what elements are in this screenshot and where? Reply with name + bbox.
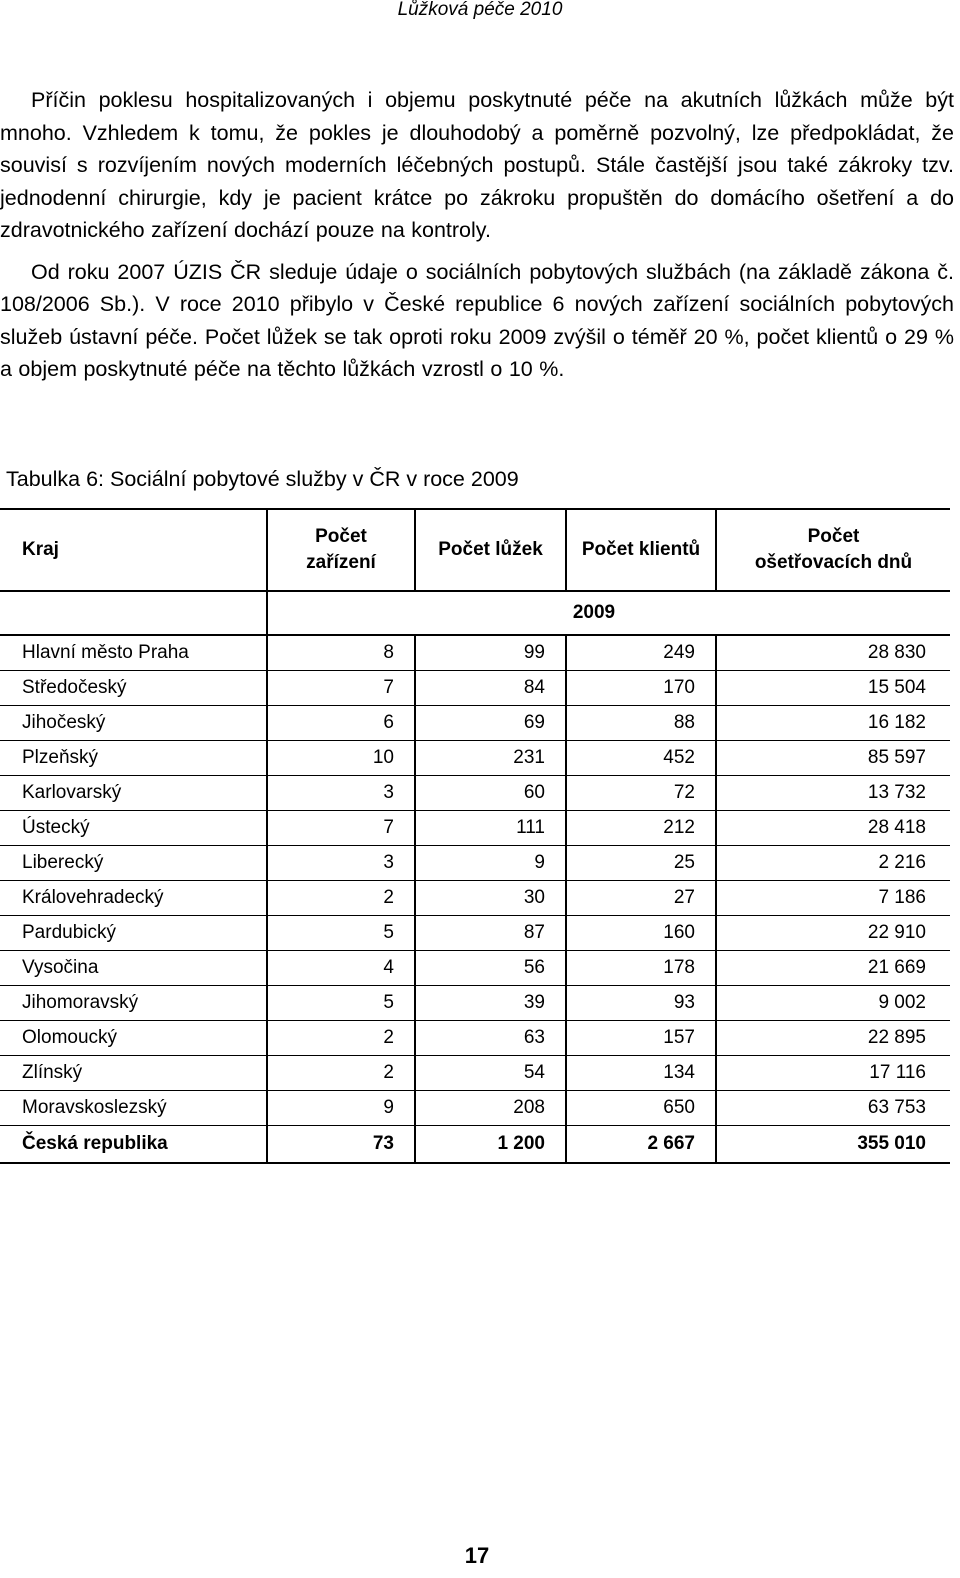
cell-pocet-osetrovacich-dnu: 85 597: [716, 741, 950, 776]
table-row: [0, 811, 950, 846]
header-zarizeni-line1: Počet: [315, 526, 367, 547]
cell-pocet-klientu: 25: [566, 846, 716, 881]
cell-kraj: Olomoucký: [0, 1021, 267, 1056]
cell-pocet-osetrovacich-dnu: 17 116: [716, 1056, 950, 1091]
running-header: Lůžková péče 2010: [397, 0, 563, 20]
cell-kraj: Pardubický: [0, 916, 267, 951]
cell-pocet-luzek: 56: [415, 951, 566, 986]
cell-pocet-osetrovacich-dnu: 28 830: [716, 635, 950, 671]
header-pocet-osetrovacich-dnu: [716, 509, 950, 591]
cell-pocet-zarizeni: 3: [267, 846, 415, 881]
cell-pocet-zarizeni: 9: [267, 1091, 415, 1126]
cell-pocet-osetrovacich-dnu: 15 504: [716, 671, 950, 706]
header-kraj: Kraj: [0, 509, 267, 591]
cell-pocet-osetrovacich-dnu: 355 010: [716, 1126, 950, 1164]
cell-pocet-zarizeni: 7: [267, 811, 415, 846]
cell-pocet-zarizeni: 5: [267, 916, 415, 951]
cell-pocet-luzek: 69: [415, 706, 566, 741]
header-dnu-line1: Počet: [807, 526, 860, 547]
cell-pocet-luzek: 30: [415, 881, 566, 916]
cell-kraj: Karlovarský: [0, 776, 267, 811]
table-row: [0, 846, 950, 881]
year-row-blank: [0, 591, 267, 635]
table-row: [0, 706, 950, 741]
cell-kraj: Zlínský: [0, 1056, 267, 1091]
page-number: 17: [464, 1543, 490, 1568]
table-row: [0, 951, 950, 986]
cell-pocet-osetrovacich-dnu: 21 669: [716, 951, 950, 986]
cell-pocet-zarizeni: 2: [267, 1056, 415, 1091]
cell-kraj: Ústecký: [0, 811, 267, 846]
cell-pocet-zarizeni: 2: [267, 881, 415, 916]
cell-pocet-zarizeni: 7: [267, 671, 415, 706]
cell-pocet-luzek: 84: [415, 671, 566, 706]
cell-kraj: Jihočeský: [0, 706, 267, 741]
cell-kraj: Vysočina: [0, 951, 267, 986]
header-pocet-zarizeni: [267, 509, 415, 591]
cell-kraj: Plzeňský: [0, 741, 267, 776]
cell-kraj: Královehradecký: [0, 881, 267, 916]
table-row: [0, 1056, 950, 1091]
cell-pocet-osetrovacich-dnu: 9 002: [716, 986, 950, 1021]
table-year-row: [0, 591, 950, 635]
cell-pocet-klientu: 27: [566, 881, 716, 916]
cell-pocet-luzek: 208: [415, 1091, 566, 1126]
cell-pocet-klientu: 160: [566, 916, 716, 951]
table-row: [0, 671, 950, 706]
cell-pocet-luzek: 60: [415, 776, 566, 811]
cell-pocet-osetrovacich-dnu: 13 732: [716, 776, 950, 811]
table-row: [0, 1091, 950, 1126]
cell-kraj: Liberecký: [0, 846, 267, 881]
cell-pocet-zarizeni: 3: [267, 776, 415, 811]
cell-pocet-zarizeni: 6: [267, 706, 415, 741]
cell-pocet-zarizeni: 73: [267, 1126, 415, 1164]
year-label: 2009: [267, 591, 950, 635]
cell-pocet-osetrovacich-dnu: 7 186: [716, 881, 950, 916]
cell-pocet-zarizeni: 4: [267, 951, 415, 986]
cell-pocet-luzek: 111: [415, 811, 566, 846]
table-header-row: [0, 509, 950, 591]
cell-pocet-osetrovacich-dnu: 22 910: [716, 916, 950, 951]
cell-pocet-klientu: 249: [566, 635, 716, 671]
cell-pocet-klientu: 452: [566, 741, 716, 776]
cell-kraj: Česká republika: [0, 1126, 267, 1164]
cell-pocet-klientu: 88: [566, 706, 716, 741]
social-services-table: [0, 508, 950, 1164]
table-total-row: [0, 1126, 950, 1164]
cell-pocet-klientu: 72: [566, 776, 716, 811]
cell-pocet-osetrovacich-dnu: 2 216: [716, 846, 950, 881]
cell-pocet-luzek: 54: [415, 1056, 566, 1091]
cell-pocet-klientu: 134: [566, 1056, 716, 1091]
body-text: [0, 84, 954, 386]
table-row: [0, 986, 950, 1021]
cell-pocet-luzek: 231: [415, 741, 566, 776]
cell-pocet-zarizeni: 5: [267, 986, 415, 1021]
cell-pocet-osetrovacich-dnu: 63 753: [716, 1091, 950, 1126]
paragraph-hospitalization-decline: Příčin poklesu hospitalizovaných i objemu poskytnuté péče na akutních lůžkách může být mnoho. Vzhledem k tomu, že pokles je dlouhodobý a poměrně pozvolný, lze předpokládat, že souvisí s rozvíjením nových moderních léčebných postupů. Stále častější jsou také zákroky tzv. jednodenní chirurgie, kdy je pacient krátce po zákroku propuštěn do domácího ošetření a do zdravotnického zařízení dochází pouze na kontroly.: [0, 88, 954, 242]
table-caption: Tabulka 6: Sociální pobytové služby v ČR v roce 2009: [6, 467, 519, 491]
cell-pocet-zarizeni: 10: [267, 741, 415, 776]
cell-kraj: Moravskoslezský: [0, 1091, 267, 1126]
header-dnu-line2: ošetřovacích dnů: [754, 552, 913, 573]
cell-pocet-klientu: 157: [566, 1021, 716, 1056]
cell-pocet-klientu: 93: [566, 986, 716, 1021]
cell-pocet-luzek: 1 200: [415, 1126, 566, 1164]
cell-pocet-zarizeni: 8: [267, 635, 415, 671]
cell-pocet-luzek: 87: [415, 916, 566, 951]
header-pocet-luzek: Počet lůžek: [415, 509, 566, 591]
cell-pocet-luzek: 9: [415, 846, 566, 881]
header-pocet-klientu: Počet klientů: [566, 509, 716, 591]
cell-pocet-klientu: 212: [566, 811, 716, 846]
paragraph-social-services: Od roku 2007 ÚZIS ČR sleduje údaje o sociálních pobytových službách (na základě zákona č. 108/2006 Sb.). V roce 2010 přibylo v České republice 6 nových zařízení sociálních pobytových služeb ústavní péče. Počet lůžek se tak oproti roku 2009 zvýšil o téměř 20 %, počet klientů o 29 % a objem poskytnuté péče na těchto lůžkách vzrostl o 10 %.: [0, 259, 954, 381]
cell-pocet-luzek: 39: [415, 986, 566, 1021]
cell-pocet-osetrovacich-dnu: 16 182: [716, 706, 950, 741]
cell-pocet-luzek: 63: [415, 1021, 566, 1056]
cell-pocet-klientu: 2 667: [566, 1126, 716, 1164]
table-row: [0, 881, 950, 916]
cell-pocet-osetrovacich-dnu: 22 895: [716, 1021, 950, 1056]
cell-pocet-zarizeni: 2: [267, 1021, 415, 1056]
table-row: [0, 916, 950, 951]
table-row: [0, 1021, 950, 1056]
cell-kraj: Jihomoravský: [0, 986, 267, 1021]
cell-pocet-klientu: 650: [566, 1091, 716, 1126]
cell-pocet-luzek: 99: [415, 635, 566, 671]
table-row: [0, 776, 950, 811]
table-row: [0, 635, 950, 671]
cell-pocet-klientu: 178: [566, 951, 716, 986]
table-row: [0, 741, 950, 776]
cell-kraj: Hlavní město Praha: [0, 635, 267, 671]
cell-pocet-klientu: 170: [566, 671, 716, 706]
cell-pocet-osetrovacich-dnu: 28 418: [716, 811, 950, 846]
header-zarizeni-line2: zařízení: [306, 552, 376, 573]
cell-kraj: Středočeský: [0, 671, 267, 706]
